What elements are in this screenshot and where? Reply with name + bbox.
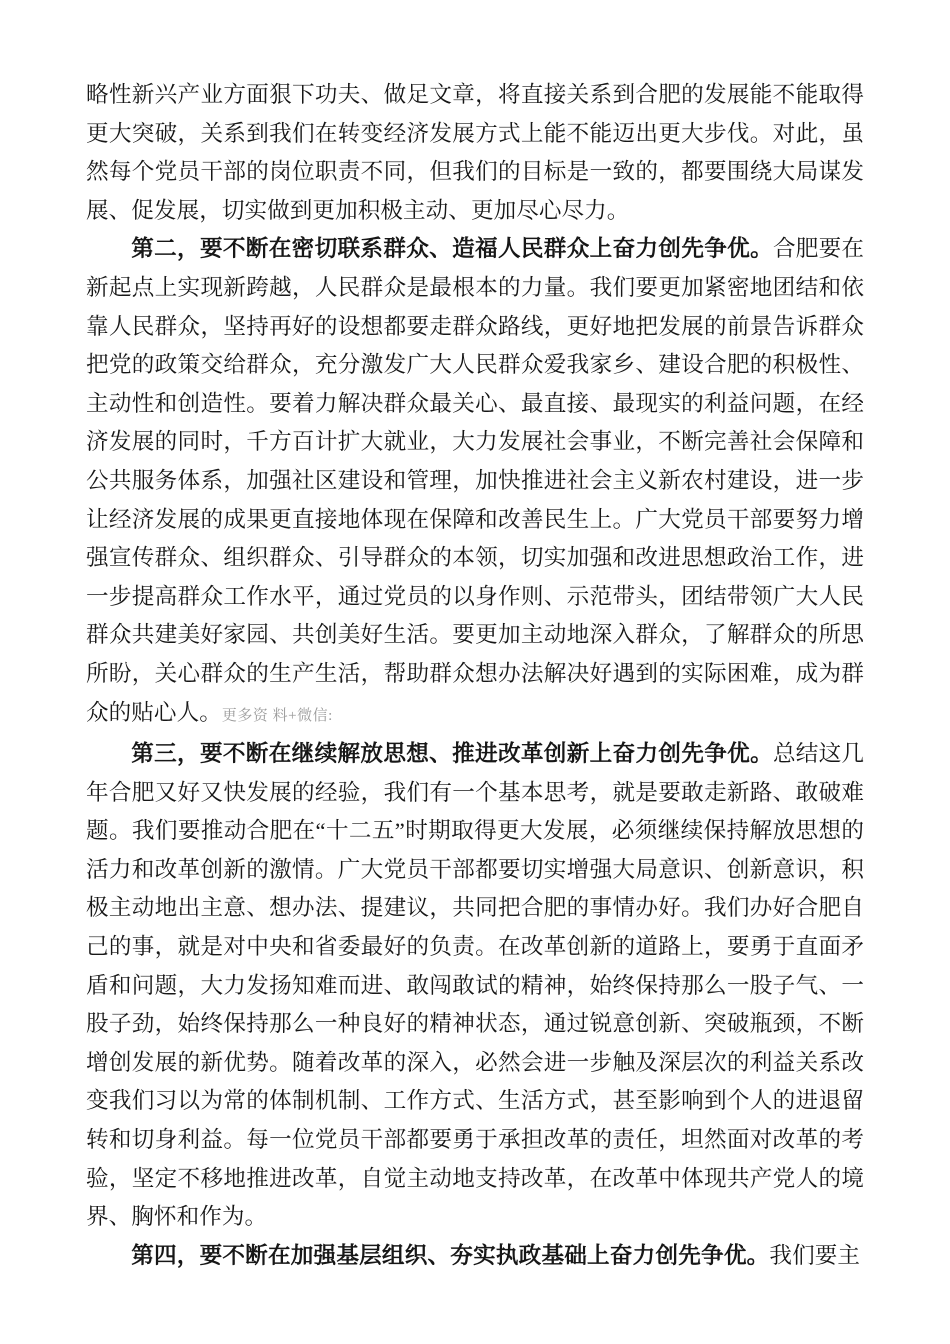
paragraph-4	[86, 1237, 864, 1276]
paragraph-2-heading: 第二，要不断在密切联系群众、造福人民群众上奋力创先争优。	[131, 236, 774, 262]
paragraph-4-body: 我们要主	[769, 1242, 860, 1268]
paragraph-3-body: 总结这几年合肥又好又快发展的经验，我们有一个基本思考，就是要敢走新路、敢破难题。我们要推动合肥在“十二五”时期取得更大发展，必须继续保持解放思想的活力和改革创新的激情。广大党员干部都要切实增强大局意识、创新意识，积极主动地出主意、想办法、提建议，共同把合肥的事情办好。我们办好合肥自己的事，就是对中央和省委最好的负责。在改革创新的道路上，要勇于直面矛盾和问题，大力发扬知难而进、敢闯敢试的精神，始终保持那么一股子气、一股子劲，始终保持那么一种良好的精神状态，通过锐意创新、突破瓶颈，不断增创发展的新优势。随着改革的深入，必然会进一步触及深层次的利益关系改变我们习以为常的体制机制、工作方式、生活方式，甚至影响到个人的进退留转和切身利益。每一位党员干部都要勇于承担改革的责任，坦然面对改革的考验，坚定不移地推进改革，自觉主动地支持改革，在改革中体现共产党人的境界、胸怀和作为。	[86, 741, 864, 1230]
paragraph-2-body: 合肥要在新起点上实现新跨越，人民群众是最根本的力量。我们要更加紧密地团结和依靠人民群众，坚持再好的设想都要走群众路线，更好地把发展的前景告诉群众把党的政策交给群众，充分激发广大人民群众爱我家乡、建设合肥的积极性、主动性和创造性。要着力解决群众最关心、最直接、最现实的利益问题，在经济发展的同时，千方百计扩大就业，大力发展社会事业，不断完善社会保障和公共服务体系，加强社区建设和管理，加快推进社会主义新农村建设，进一步让经济发展的成果更直接地体现在保障和改善民生上。广大党员干部要努力增强宣传群众、组织群众、引导群众的本领，切实加强和改进思想政治工作，进一步提高群众工作水平，通过党员的以身作则、示范带头，团结带领广大人民群众共建美好家园、共创美好生活。要更加主动地深入群众，了解群众的所思所盼，关心群众的生产生活，帮助群众想办法解决好遇到的实际困难，成为群众的贴心人。	[86, 236, 864, 725]
watermark-text: 更多资 料+微信:	[221, 707, 333, 724]
document-text-body	[86, 76, 864, 1275]
paragraph-3	[86, 735, 864, 1237]
paragraph-3-heading: 第三，要不断在继续解放思想、推进改革创新上奋力创先争优。	[131, 741, 774, 767]
paragraph-1	[86, 76, 864, 230]
paragraph-2	[86, 230, 864, 735]
paragraph-4-heading: 第四，要不断在加强基层组织、夯实执政基础上奋力创先争优。	[131, 1242, 770, 1268]
paragraph-1-body: 略性新兴产业方面狠下功夫、做足文章，将直接关系到合肥的发展能不能取得更大突破，关系到我们在转变经济发展方式上能不能迈出更大步伐。对此，虽然每个党员干部的岗位职责不同，但我们的目标是一致的，都要围绕大局谋发展、促发展，切实做到更加积极主动、更加尽心尽力。	[86, 82, 864, 223]
